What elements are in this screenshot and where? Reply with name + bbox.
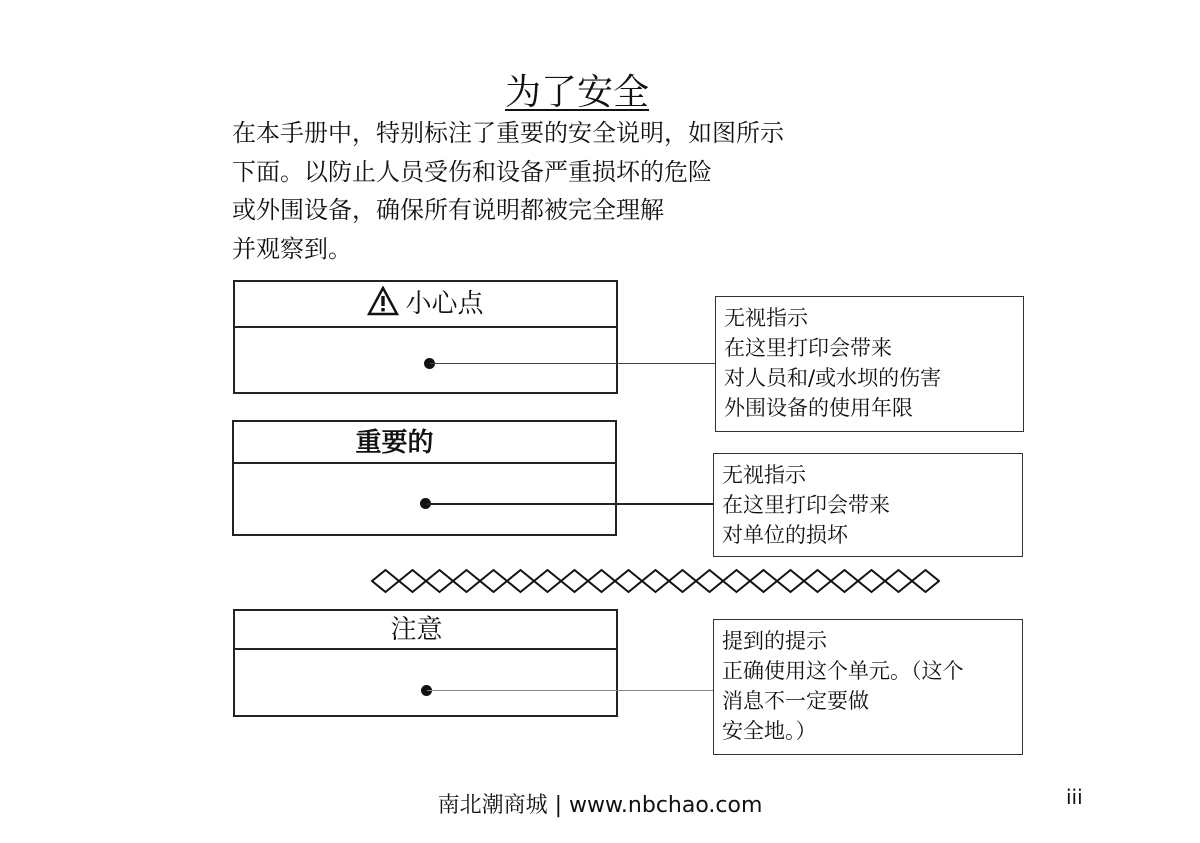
diamond-row xyxy=(370,568,940,594)
diamond-mark xyxy=(696,570,723,592)
callout-line: 消息不一定要做 xyxy=(722,689,869,713)
diamond-mark xyxy=(885,570,912,592)
diamond-mark xyxy=(669,570,696,592)
callout-line: 安全地。） xyxy=(722,719,817,743)
diamond-mark xyxy=(615,570,642,592)
diamond-mark xyxy=(642,570,669,592)
page-number: iii xyxy=(1066,785,1083,809)
diamond-mark xyxy=(480,570,507,592)
callout-line: 在这里打印会带来 xyxy=(724,336,892,360)
intro-line: 下面。以防止人员受伤和设备严重损坏的危险 xyxy=(232,157,712,186)
diamond-mark xyxy=(588,570,615,592)
caution-box xyxy=(233,280,618,394)
diamond-mark xyxy=(399,570,426,592)
page-title xyxy=(0,64,1154,115)
callout-line: 对人员和/或水坝的伤害 xyxy=(724,366,942,390)
callout-line: 对单位的损坏 xyxy=(722,523,848,547)
callout-line: 在这里打印会带来 xyxy=(722,493,890,517)
caution-leader-line xyxy=(430,363,716,364)
notice-leader-line xyxy=(427,690,714,691)
intro-line: 或外围设备，确保所有说明都被完全理解 xyxy=(232,196,664,224)
caution-label: 小心点 xyxy=(405,289,484,319)
diamond-mark xyxy=(804,570,831,592)
important-callout xyxy=(713,453,1023,557)
important-box xyxy=(232,420,617,536)
page-title-text: 为了安全 xyxy=(504,72,649,113)
notice-label: 注意 xyxy=(390,615,443,645)
important-header xyxy=(234,422,615,464)
callout-line: 无视指示 xyxy=(724,306,808,330)
intro-line: 在本手册中，特别标注了重要的安全说明，如图所示 xyxy=(232,119,784,147)
important-leader-line xyxy=(426,503,714,505)
diamond-mark xyxy=(507,570,534,592)
footer-text: 南北潮商城 | www.nbchao.com xyxy=(437,793,763,818)
diamond-mark xyxy=(912,570,939,592)
diamond-mark xyxy=(426,570,453,592)
important-label: 重要的 xyxy=(355,428,434,458)
caution-callout xyxy=(715,296,1024,432)
callout-line: 外围设备的使用年限 xyxy=(724,396,913,420)
diamond-mark xyxy=(453,570,480,592)
notice-header xyxy=(235,611,616,650)
diamond-mark xyxy=(750,570,777,592)
notice-box xyxy=(233,609,618,717)
diamond-mark xyxy=(534,570,561,592)
callout-line: 无视指示 xyxy=(722,463,806,487)
diamond-mark xyxy=(858,570,885,592)
notice-callout xyxy=(713,619,1023,755)
diamond-mark xyxy=(723,570,750,592)
callout-line: 提到的提示 xyxy=(722,629,827,653)
caution-header xyxy=(235,282,616,328)
diamond-mark xyxy=(561,570,588,592)
intro-line: 并观察到。 xyxy=(232,234,352,263)
callout-line: 正确使用这个单元。（这个 xyxy=(722,659,964,683)
diamond-mark xyxy=(372,570,399,592)
warning-triangle-icon xyxy=(367,286,399,316)
diamond-mark xyxy=(777,570,804,592)
diamond-separator xyxy=(370,568,940,598)
intro-paragraph xyxy=(232,114,784,268)
diamond-mark xyxy=(831,570,858,592)
